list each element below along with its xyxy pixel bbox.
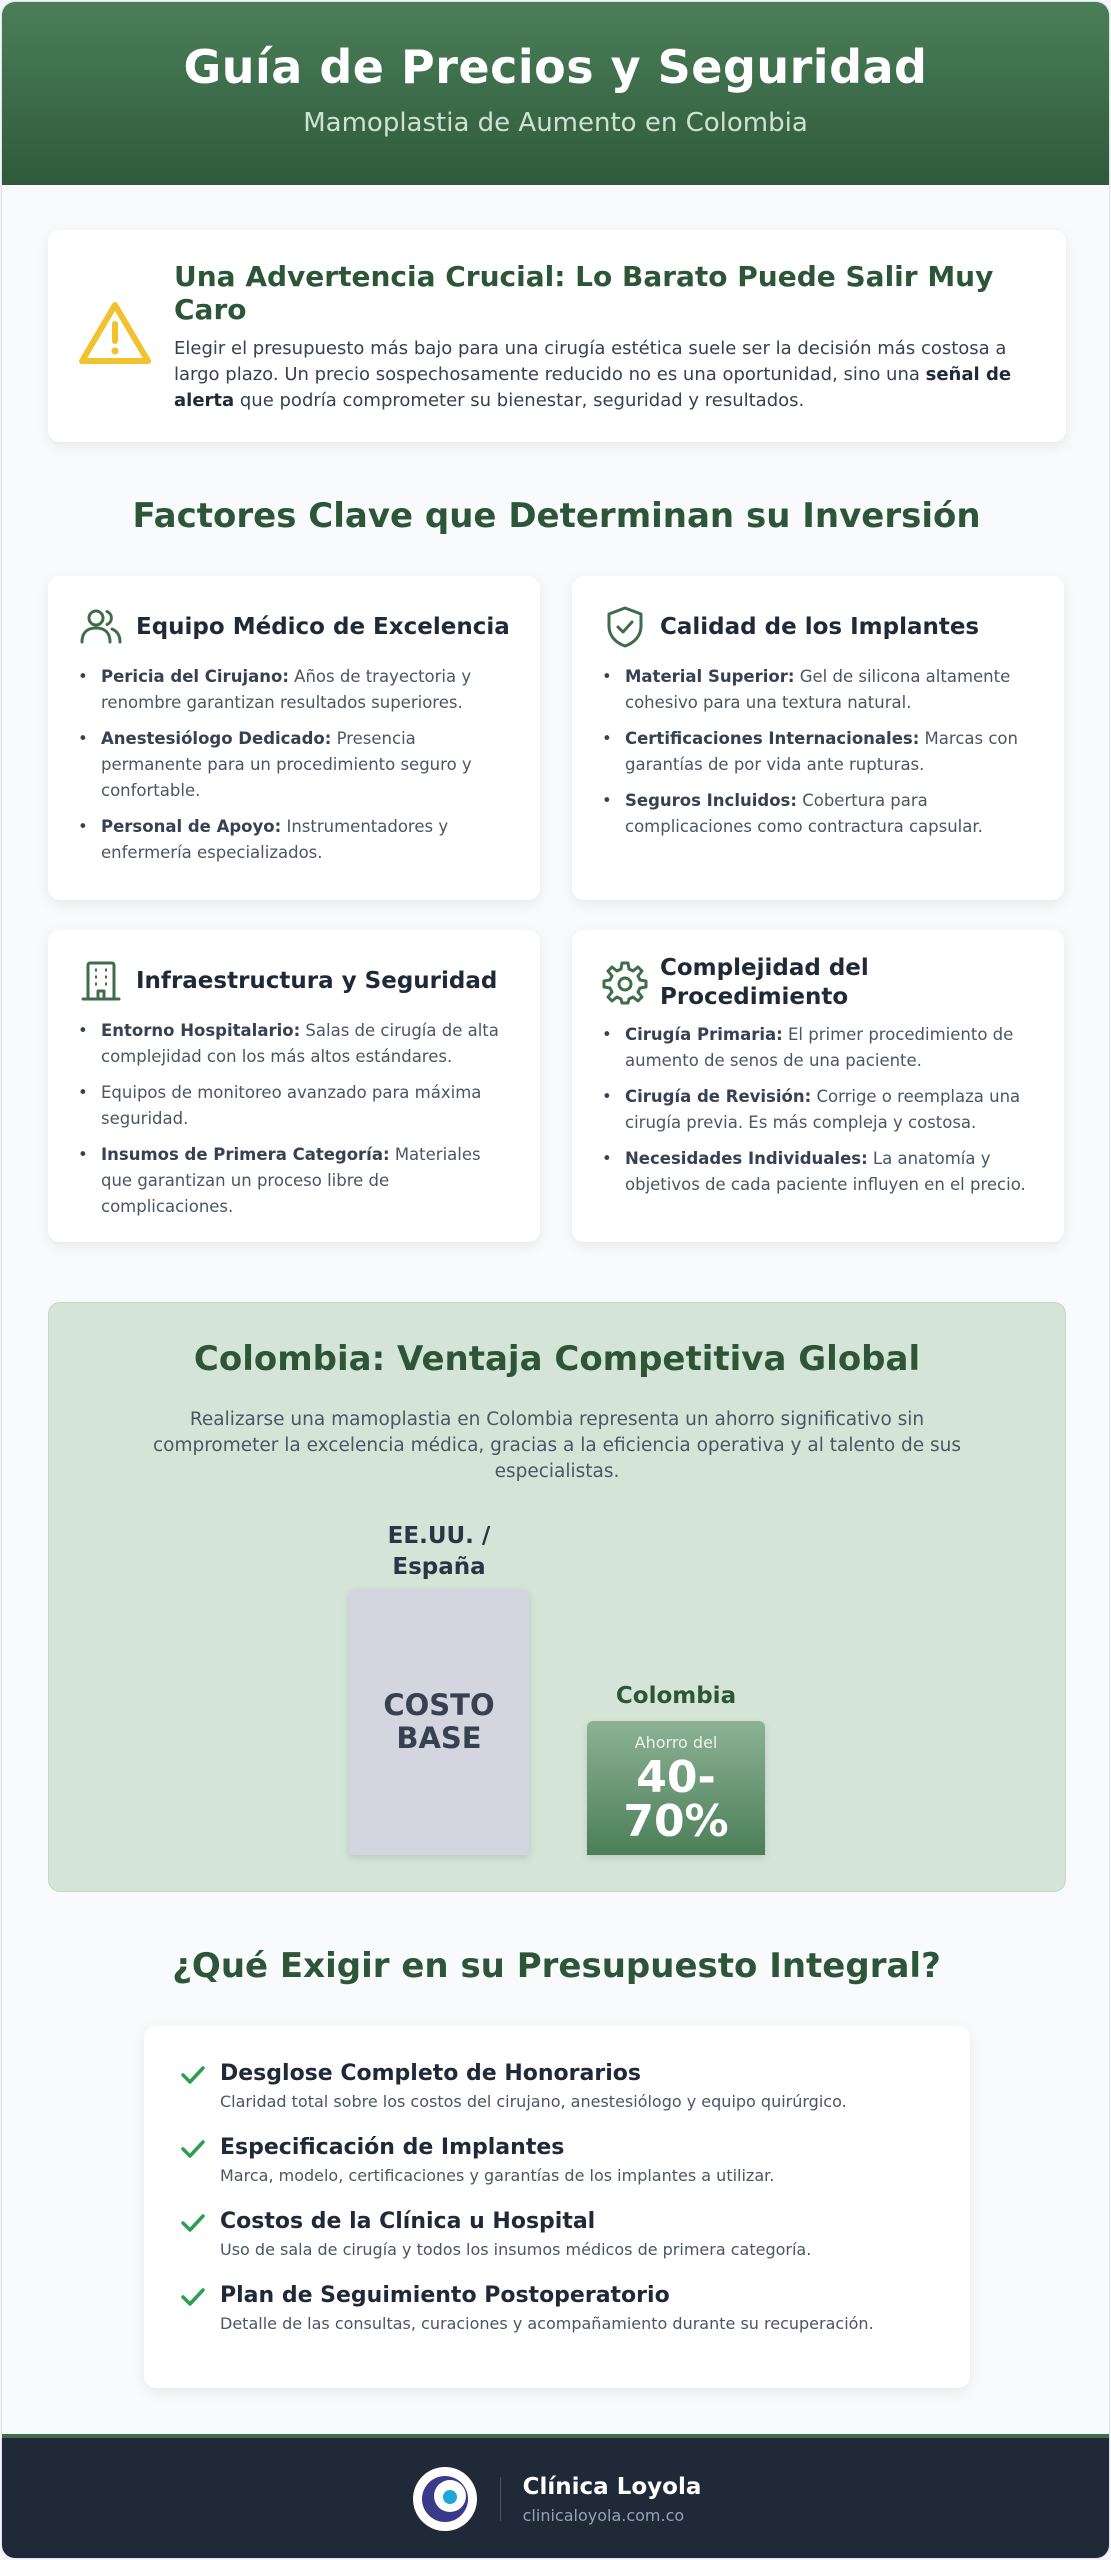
warning-card: [48, 230, 1066, 442]
list-item: • Pericia del Cirujano: Años de trayectoria y renombre garantizan resultados superiores.: [78, 664, 510, 716]
factor-card-complexity: [572, 930, 1064, 1242]
warning-text: Elegir el presupuesto más bajo para una cirugía estética suele ser la decisión más costosa a largo plazo. Un precio sospechosamente reducido no es una oportunidad, sino una señal de alerta que podría comprometer su bienestar, seguridad y resultados.: [174, 338, 1012, 411]
list-item: • Cirugía de Revisión: Corrige o reemplaza una cirugía previa. Es más compleja y costosa.: [602, 1084, 1034, 1136]
checklist-item-title: Desglose Completo de Honorarios: [220, 2061, 641, 2086]
factor-card-title: Calidad de los Implantes: [660, 613, 980, 640]
bar-label-colombia: Colombia: [615, 1683, 737, 1709]
checklist-title: ¿Qué Exigir en su Presupuesto Integral?: [172, 1946, 941, 1986]
checklist-item: [180, 2060, 934, 2114]
checklist-item-text: Detalle de las consultas, curaciones y acompañamiento durante su recuperación.: [220, 2314, 874, 2333]
warning-title: Una Advertencia Crucial: Lo Barato Puede Salir Muy Caro: [174, 260, 994, 326]
list-item: • Necesidades Individuales: La anatomía y objetivos de cada paciente influyen en el precio.: [602, 1146, 1034, 1198]
warning-triangle-icon: [78, 260, 156, 412]
checklist-item: [180, 2208, 934, 2262]
warning-highlight: señal de alerta: [174, 364, 1012, 411]
factors-title: Factores Clave que Determinan su Inversión: [132, 496, 981, 536]
list-item: • Insumos de Primera Categoría: Materiales que garantizan un proceso libre de complicaciones.: [78, 1142, 510, 1220]
clinic-logo-icon: [412, 2466, 478, 2532]
factor-card-team: [48, 576, 540, 900]
checklist-item-title: Plan de Seguimiento Postoperatorio: [220, 2283, 670, 2308]
list-item: • Cirugía Primaria: El primer procedimiento de aumento de senos de una paciente.: [602, 1022, 1034, 1074]
page-title: Guía de Precios y Seguridad: [183, 40, 928, 94]
factor-card-title: Complejidad del Procedimiento: [660, 955, 869, 1010]
list-item: • Seguros Incluidos: Cobertura para complicaciones como contractura capsular.: [602, 788, 1034, 840]
colombia-intro: Realizarse una mamoplastia en Colombia representa un ahorro significativo sin comprometer la excelencia médica, gracias a la eficiencia operativa y al talento de sus especialistas.: [152, 1409, 962, 1482]
bar-label-usa: EE.UU. / España: [387, 1523, 491, 1580]
factor-card-title: Infraestructura y Seguridad: [136, 967, 498, 994]
gear-icon: [602, 960, 648, 1006]
infographic-page: [1, 1, 1110, 2559]
checklist-item-title: Costos de la Clínica u Hospital: [220, 2209, 596, 2234]
clinic-website-link[interactable]: clinicaloyola.com.co: [522, 2505, 685, 2525]
factor-card-title: Equipo Médico de Excelencia: [136, 613, 510, 640]
checklist-item-text: Marca, modelo, certificaciones y garantías de los implantes a utilizar.: [220, 2166, 775, 2185]
colombia-panel: [48, 1302, 1066, 1892]
page-header: [2, 2, 1109, 185]
bar-colombia-caption: Ahorro del: [634, 1733, 718, 1752]
page-subtitle: Mamoplastia de Aumento en Colombia: [303, 108, 808, 138]
checklist-card: [144, 2026, 970, 2388]
check-icon: [180, 2134, 208, 2188]
check-icon: [180, 2060, 208, 2114]
checklist-item: [180, 2134, 934, 2188]
footer-divider: [500, 2477, 501, 2521]
checklist-item-text: Claridad total sobre los costos del cirujano, anestesiólogo y equipo quirúrgico.: [220, 2092, 847, 2111]
factor-card-infrastructure: [48, 930, 540, 1242]
list-item: • Material Superior: Gel de silicona altamente cohesivo para una textura natural.: [602, 664, 1034, 716]
checklist-item: [180, 2282, 934, 2336]
colombia-title: Colombia: Ventaja Competitiva Global: [193, 1339, 921, 1379]
list-item: • Equipos de monitoreo avanzado para máxima seguridad.: [78, 1080, 510, 1132]
checklist-item-title: Especificación de Implantes: [220, 2135, 565, 2160]
page-footer: [2, 2434, 1110, 2559]
shield-check-icon: [602, 604, 648, 650]
list-item: • Personal de Apoyo: Instrumentadores y enfermería especializados.: [78, 814, 510, 866]
bar-colombia-savings: 40-70%: [623, 1752, 729, 1847]
checklist-item-text: Uso de sala de cirugía y todos los insumos médicos de primera categoría.: [220, 2240, 812, 2259]
list-item: • Entorno Hospitalario: Salas de cirugía de alta complejidad con los más altos estándares.: [78, 1018, 510, 1070]
check-icon: [180, 2282, 208, 2336]
list-item: • Certificaciones Internacionales: Marcas con garantías de por vida ante rupturas.: [602, 726, 1034, 778]
list-item: • Anestesiólogo Dedicado: Presencia permanente para un procedimiento seguro y confortable.: [78, 726, 510, 804]
check-icon: [180, 2208, 208, 2262]
bar-usa-text: COSTO BASE: [383, 1688, 495, 1755]
bar-colombia: [587, 1721, 765, 1855]
users-icon: [78, 604, 124, 650]
building-icon: [78, 958, 124, 1004]
factor-card-implants: [572, 576, 1064, 900]
clinic-name: Clínica Loyola: [522, 2473, 702, 2500]
bar-usa-spain: [349, 1589, 529, 1855]
